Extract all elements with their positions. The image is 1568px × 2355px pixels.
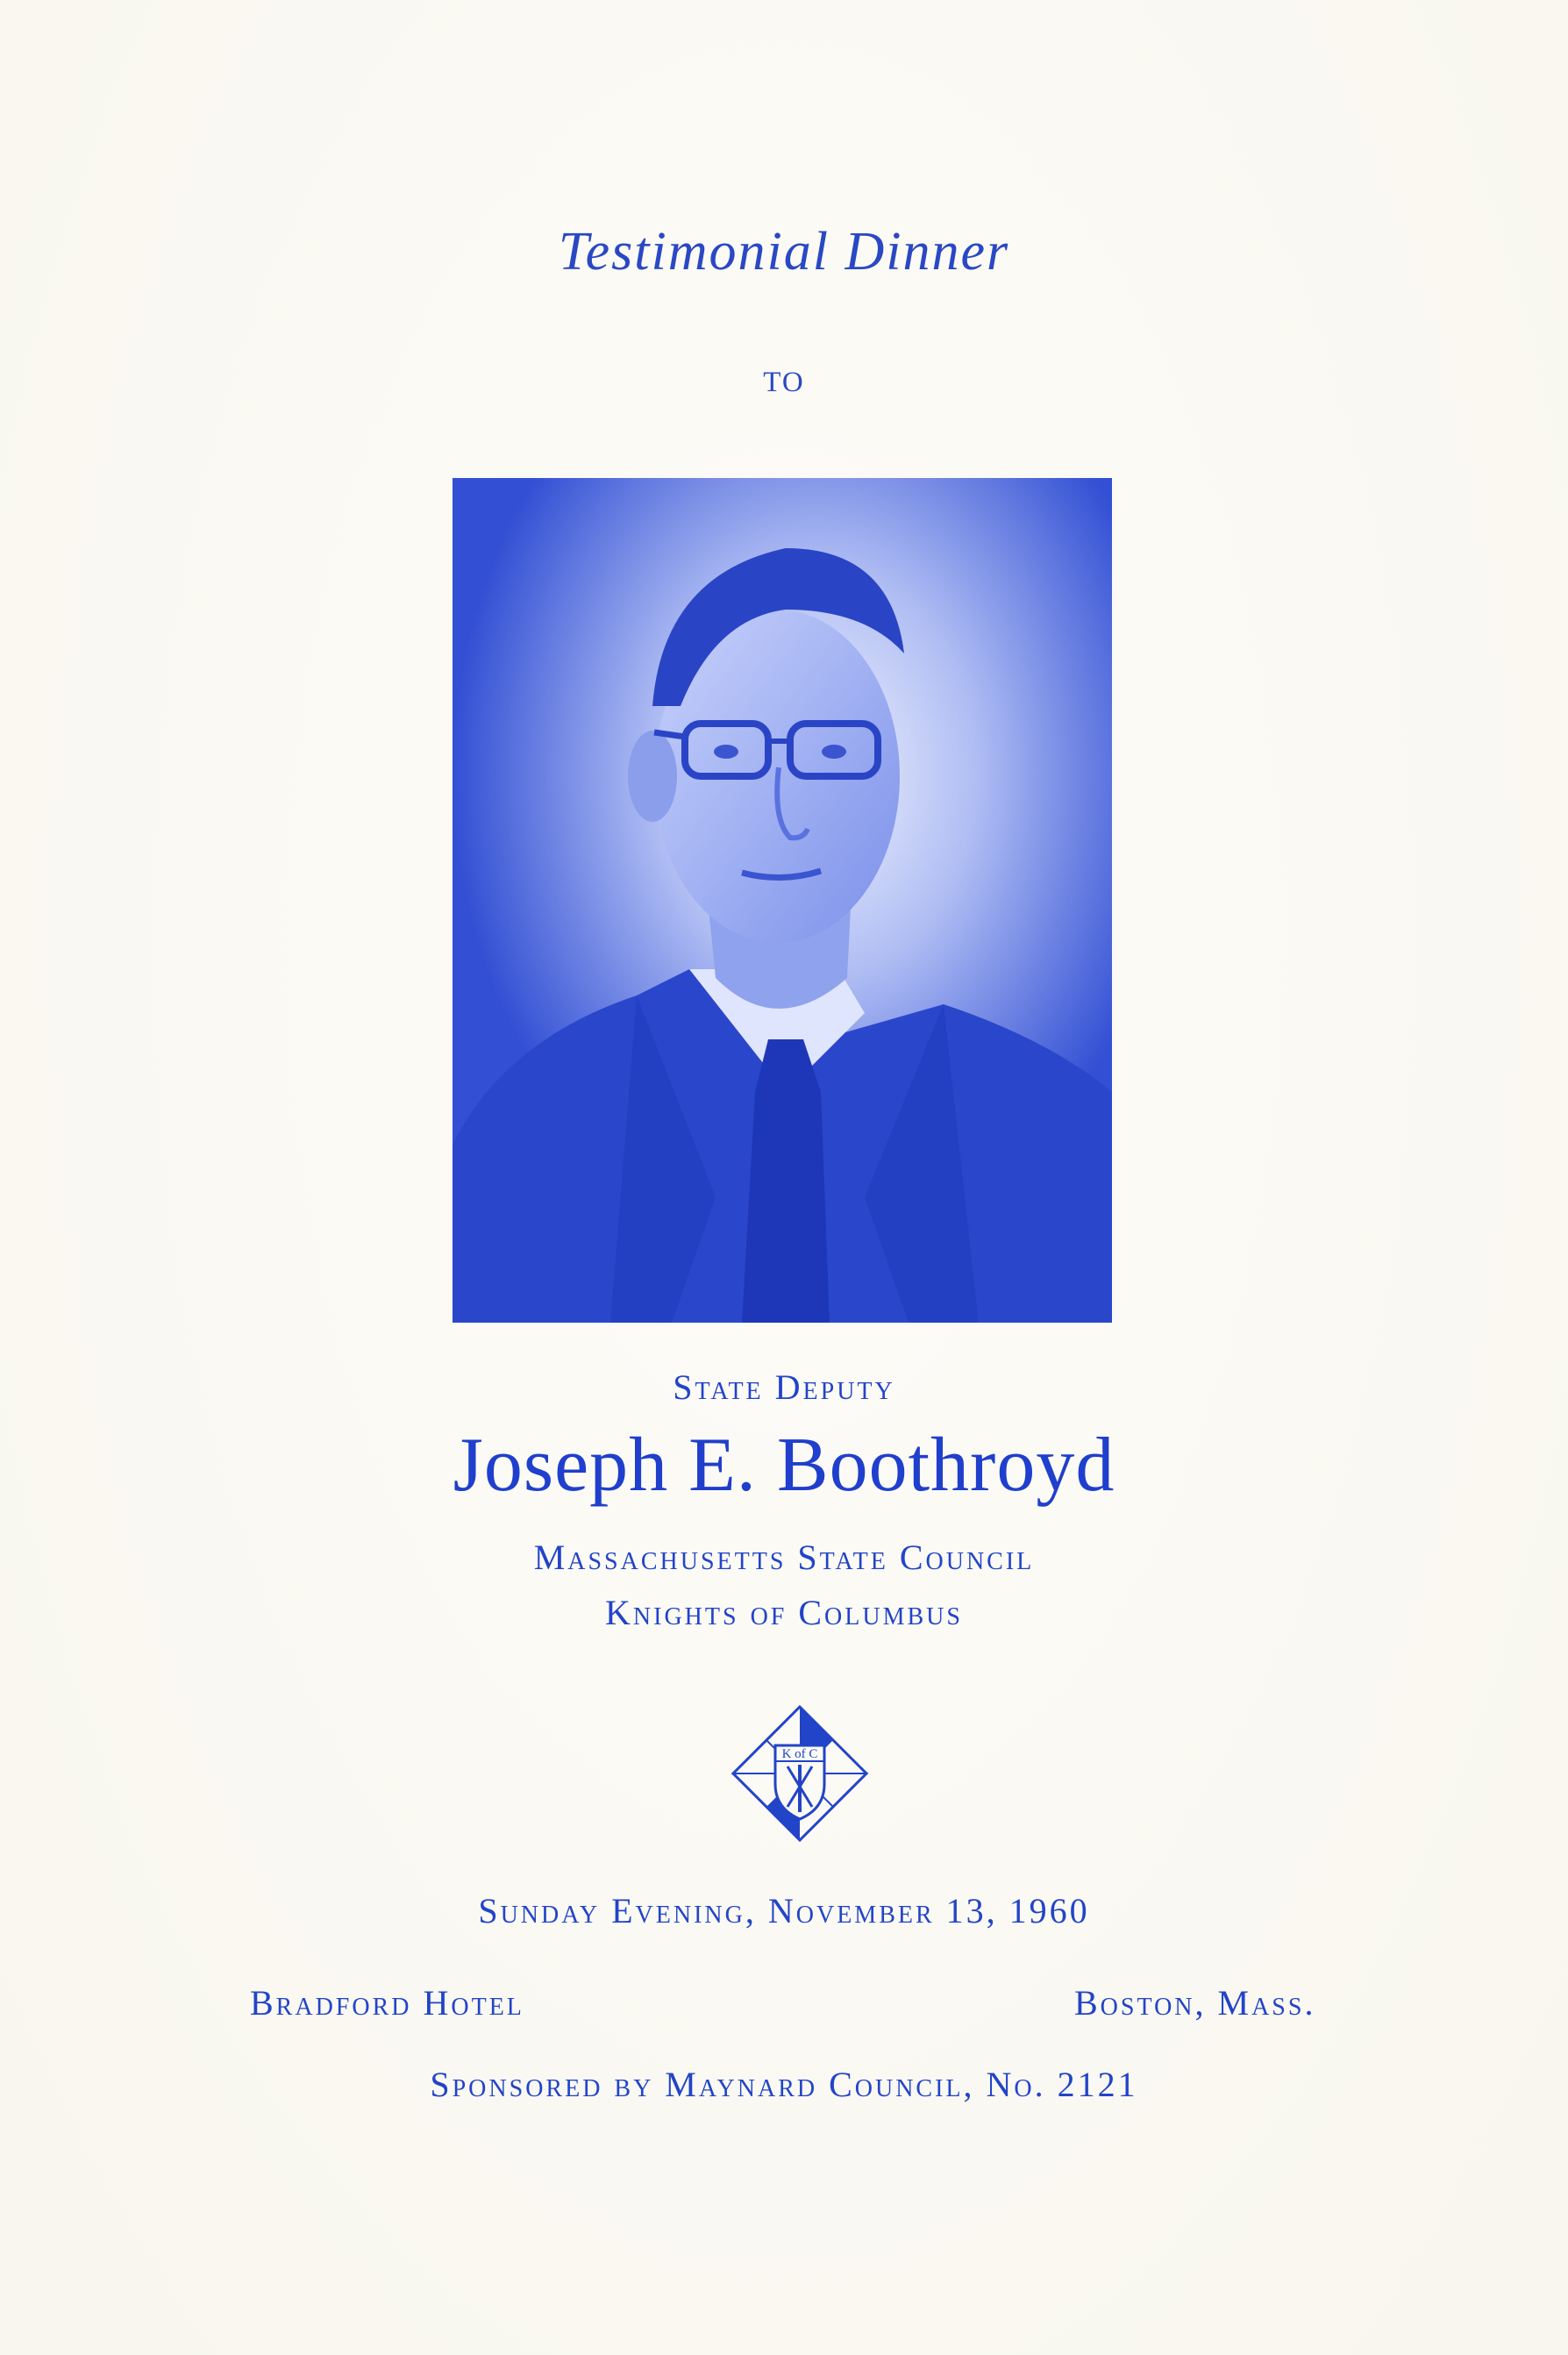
event-venue: Bradford Hotel <box>250 1983 524 2023</box>
honoree-order: Knights of Columbus <box>605 1593 963 1632</box>
portrait-photo <box>453 478 1112 1323</box>
portrait-illustration <box>453 478 1112 1323</box>
honoree-position: State Deputy <box>673 1367 895 1407</box>
honoree-council: Massachusetts State Council <box>533 1538 1035 1577</box>
event-city: Boston, Mass. <box>1074 1983 1316 2023</box>
knights-of-columbus-emblem-icon <box>730 1703 870 1844</box>
emblem-text: K of C <box>781 1747 818 1761</box>
honoree-name: Joseph E. Boothroyd <box>453 1423 1115 1508</box>
event-date: Sunday Evening, November 13, 1960 <box>478 1891 1090 1930</box>
to-label: TO <box>763 367 805 398</box>
event-sponsor: Sponsored by Maynard Council, No. 2121 <box>430 2065 1138 2104</box>
cover-title: Testimonial Dinner <box>558 222 1010 282</box>
